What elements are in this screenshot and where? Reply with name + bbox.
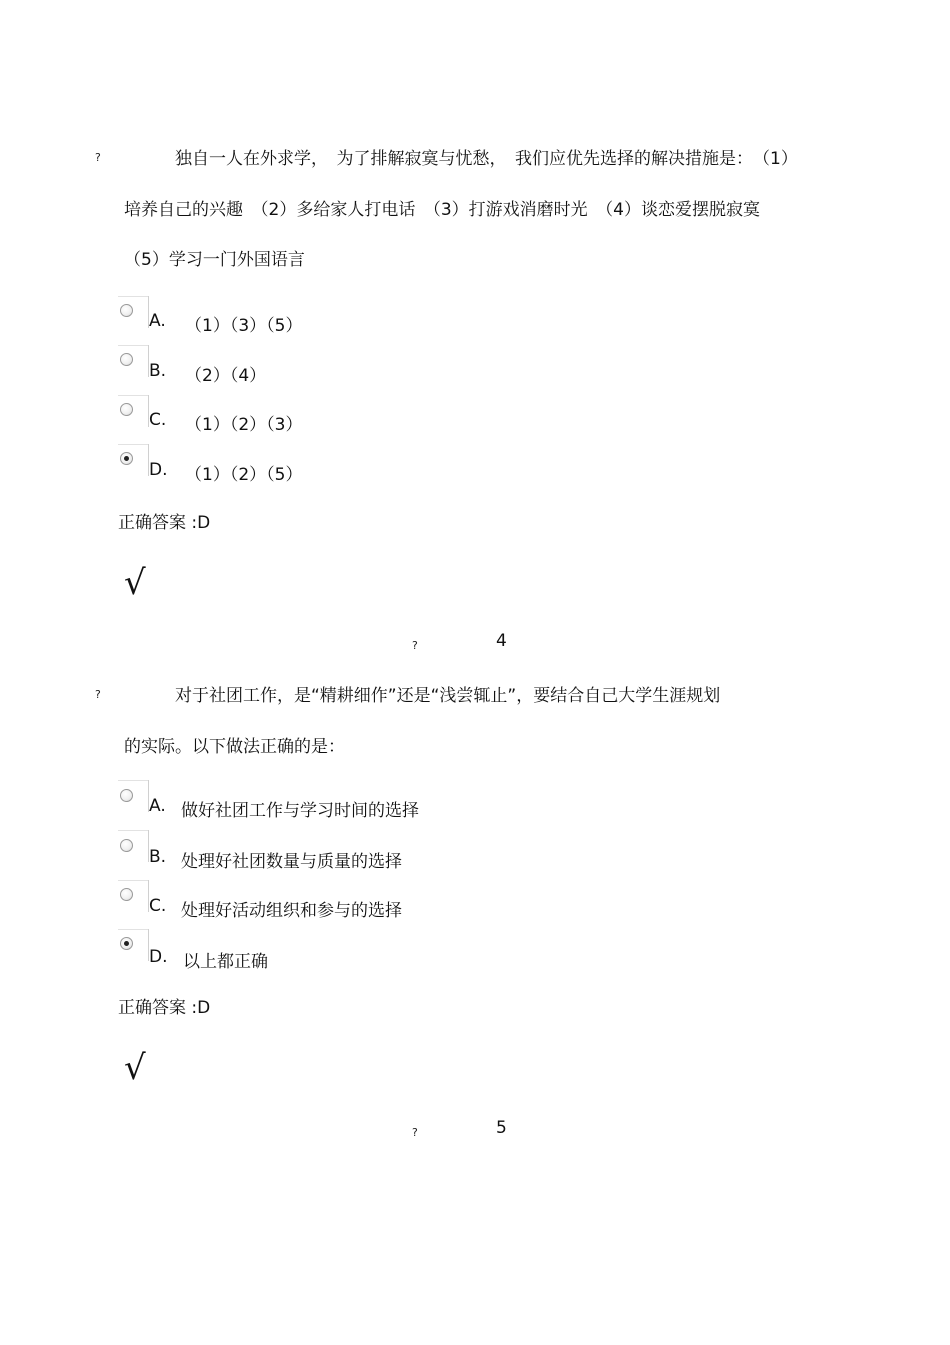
- option-label: C.: [149, 896, 167, 916]
- option-text: （1）（2）（3）: [185, 415, 303, 435]
- checkmark-icon: √: [124, 563, 146, 603]
- option-text: 做好社团工作与学习时间的选择: [181, 801, 419, 821]
- option-text: （1）（3）（5）: [185, 316, 303, 336]
- question-text-line-2: 的实际。以下做法正确的是：: [124, 737, 345, 757]
- question-text-line-2: 培养自己的兴趣 （2）多给家人打电话 （3）打游戏消磨时光 （4）谈恋爱摆脱寂寞: [124, 200, 760, 220]
- question-text-line-1: 独自一人在外求学， 为了排解寂寞与忧愁， 我们应优先选择的解决措施是： （1）: [175, 149, 798, 169]
- radio-button-a[interactable]: [120, 304, 133, 317]
- question-text-line-3: （5）学习一门外国语言: [124, 250, 305, 270]
- question-marker: ?: [95, 688, 101, 701]
- checkmark-icon: √: [124, 1048, 146, 1088]
- option-text: 以上都正确: [183, 952, 268, 972]
- correct-answer: 正确答案 :D: [118, 998, 211, 1018]
- correct-answer: 正确答案 :D: [118, 513, 211, 533]
- page-number: 4: [496, 631, 507, 651]
- radio-button-b[interactable]: [120, 353, 133, 366]
- option-label: B.: [149, 361, 167, 381]
- option-frame: [118, 345, 148, 346]
- option-frame: [118, 444, 148, 445]
- option-label: A.: [149, 311, 166, 331]
- option-label: B.: [149, 847, 167, 867]
- option-frame: [118, 880, 148, 881]
- pager-marker: ?: [412, 639, 418, 652]
- radio-button-c[interactable]: [120, 403, 133, 416]
- option-frame: [118, 830, 148, 831]
- option-frame: [118, 929, 148, 930]
- question-marker: ?: [95, 151, 101, 164]
- question-text-line-1: 对于社团工作，是“精耕细作”还是“浅尝辄止”，要结合自己大学生涯规划: [175, 686, 721, 706]
- radio-button-d-selected[interactable]: [120, 452, 133, 465]
- radio-button-d-selected[interactable]: [120, 937, 133, 950]
- pager-marker: ?: [412, 1126, 418, 1139]
- page-number: 5: [496, 1118, 507, 1138]
- radio-button-a[interactable]: [120, 789, 133, 802]
- option-text: 处理好社团数量与质量的选择: [181, 852, 402, 872]
- option-label: A.: [149, 796, 166, 816]
- option-frame: [118, 395, 148, 396]
- option-frame: [118, 296, 148, 297]
- option-frame: [118, 780, 148, 781]
- radio-button-b[interactable]: [120, 839, 133, 852]
- option-label: C.: [149, 410, 167, 430]
- option-label: D.: [149, 947, 168, 967]
- option-label: D.: [149, 460, 168, 480]
- option-text: （2）（4）: [185, 366, 267, 386]
- option-text: （1）（2）（5）: [185, 465, 303, 485]
- radio-button-c[interactable]: [120, 888, 133, 901]
- option-text: 处理好活动组织和参与的选择: [181, 901, 402, 921]
